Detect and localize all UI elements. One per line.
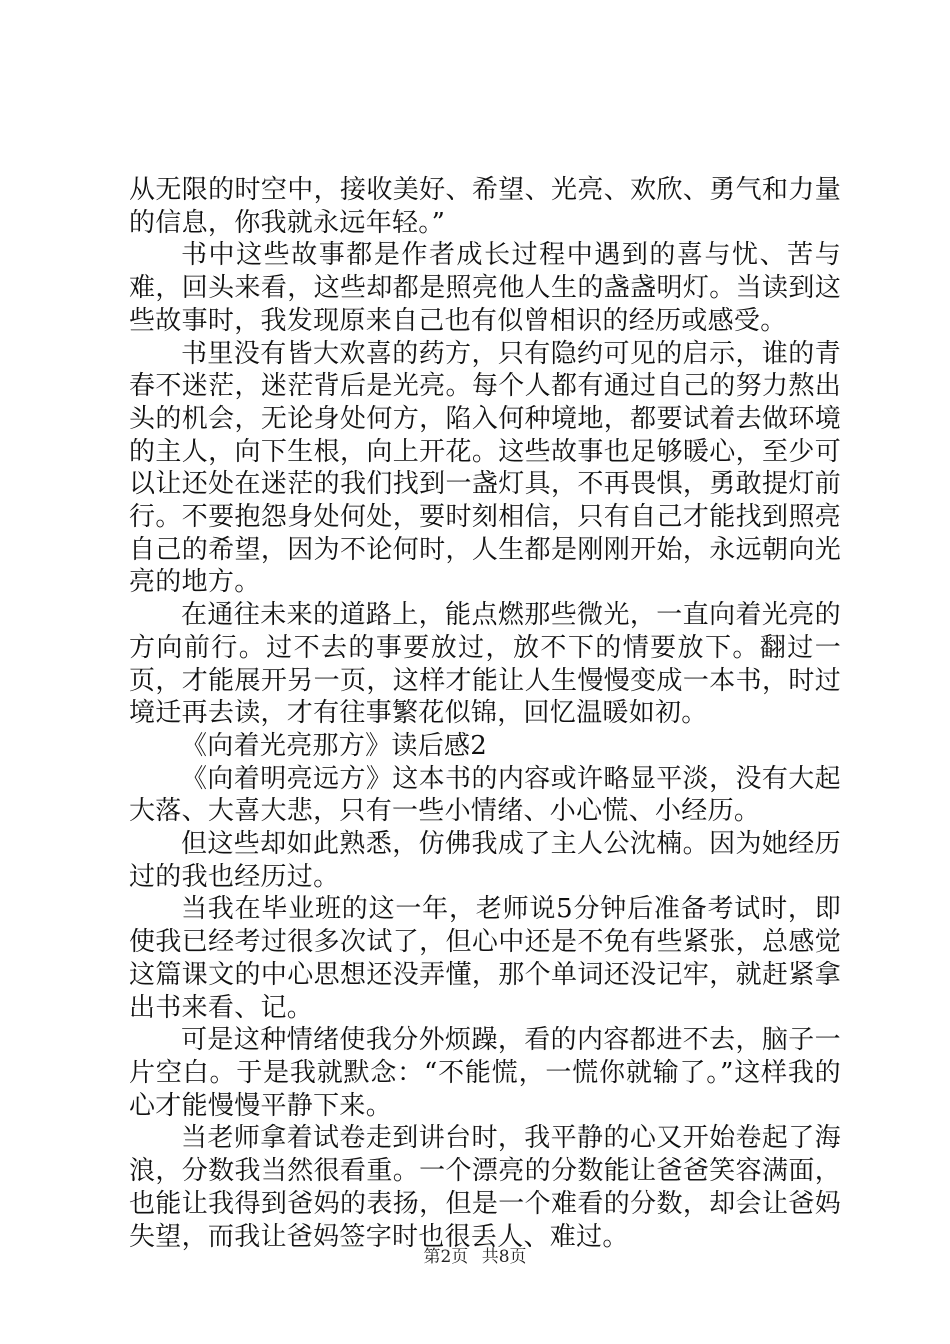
paragraph: 但这些却如此熟悉，仿佛我成了主人公沈楠。因为她经历过的我也经历过。 <box>129 829 841 892</box>
page-total: 共8页 <box>481 1247 527 1267</box>
paragraph: 《向着明亮远方》这本书的内容或许略显平淡，没有大起大落、大喜大悲，只有一些小情绪、小心慌、小经历。 <box>129 763 841 827</box>
document-body <box>129 174 841 1253</box>
paragraph: 从无限的时空中，接收美好、希望、光亮、欢欣、勇气和力量的信息，你我就永远年轻。” <box>129 175 841 238</box>
paragraph: 书里没有皆大欢喜的药方，只有隐约可见的启示，谁的青春不迷茫，迷茫背后是光亮。每个人都有通过自己的努力熬出头的机会，无论身处何方，陷入何种境地，都要试着去做环境的主人，向下生根，向上开花。这些故事也足够暖心，至少可以让还处在迷茫的我们找到一盏灯具，不再畏惧，勇敢提灯前行。不要抱怨身处何处，要时刻相信，只有自己才能找到照亮自己的希望，因为不论何时，人生都是刚刚开始，永远朝向光亮的地方。 <box>129 338 841 598</box>
paragraph: 书中这些故事都是作者成长过程中遇到的喜与忧、苦与难，回头来看，这些却都是照亮他人生的盏盏明灯。当读到这些故事时，我发现原来自己也有似曾相识的经历或感受。 <box>129 240 841 336</box>
paragraph: 可是这种情绪使我分外烦躁，看的内容都进不去，脑子一片空白。于是我就默念：“不能慌，一慌你就输了。”这样我的心才能慢慢平静下来。 <box>129 1025 841 1121</box>
paragraph: 在通往未来的道路上，能点燃那些微光，一直向着光亮的方向前行。过不去的事要放过，放不下的情要放下。翻过一页，才能展开另一页，这样才能让人生慢慢变成一本书，时过境迁再去读，才有往事繁花似锦，回忆温暖如初。 <box>129 600 841 729</box>
page-footer <box>0 1242 950 1267</box>
section-heading: 《向着光亮那方》读后感2 <box>181 730 488 761</box>
paragraph: 当我在毕业班的这一年，老师说5分钟后准备考试时，即使我已经考过很多次试了，但心中还是不免有些紧张，总感觉这篇课文的中心思想还没弄懂，那个单词还没记牢，就赶紧拿出书来看、记。 <box>129 894 841 1023</box>
paragraph: 当老师拿着试卷走到讲台时，我平静的心又开始卷起了海浪，分数我当然很看重。一个漂亮的分数能让爸爸笑容满面，也能让我得到爸妈的表扬，但是一个难看的分数，却会让爸妈失望，而我让爸妈签字时也很丢人、难过。 <box>129 1123 841 1252</box>
page-number: 第2页 <box>423 1247 469 1267</box>
